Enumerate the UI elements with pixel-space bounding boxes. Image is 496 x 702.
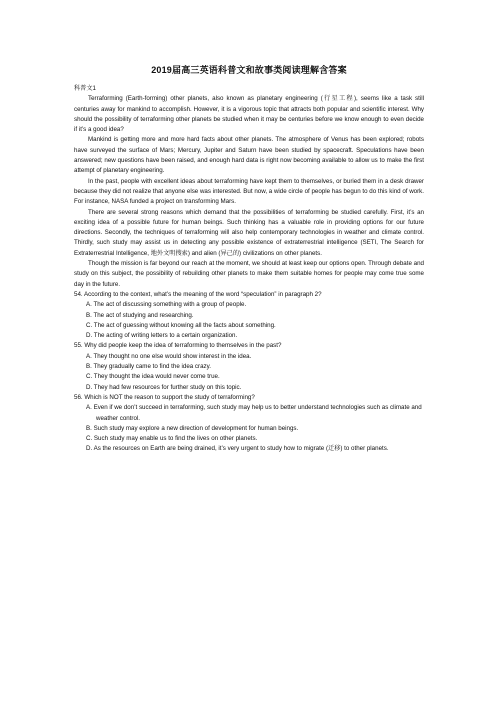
question-56 [74, 393, 424, 455]
question-55 [74, 341, 424, 392]
paragraph-3: In the past, people with excellent ideas about terraforming have kept them to themselves, or buried them in a desk drawer because they did not realize that anyone else was interested. But now, a wide circle of people has begun to do this kind of work. For instance, NASA funded a project on transforming Mars. [74, 177, 424, 206]
question-option: C. Such study may enable us to find the lives on other planets. [86, 435, 258, 443]
question-option: A. Even if we don’t succeed in terraforming, such study may help us to better understand technologies such as climate and weather control. [86, 404, 422, 422]
paragraph-4: There are several strong reasons which demand that the possibilities of terraforming be studied carefully. First, it’s an exciting idea of a possible future for human beings. Such thinking has a valuable role in providing options for our future directions. Secondly, the techniques of terraforming will also help contemporary technologies in weather and climate control. Thirdly, such study may assist us in detecting any possible existence of extraterrestrial intelligence (SETI, The Search for Extraterrestrial Intelligence, 地外文明搜索) and alien (异己的) civilizations on other planets. [74, 208, 424, 257]
question-option: B. The act of studying and researching. [86, 311, 194, 319]
question-54 [74, 290, 424, 341]
question-option: B. Such study may explore a new direction of development for human beings. [86, 424, 299, 432]
question-option: D. They had few resources for further study on this topic. [86, 383, 242, 391]
section-label: 科普文1 [74, 85, 97, 92]
document-title: 2019届高三英语科普文和故事类阅读理解含答案 [151, 65, 347, 75]
question-option: D. As the resources on Earth are being drained, it’s very urgent to study how to migrate (迁移) to other planets. [86, 445, 389, 453]
question-option: C. The act of guessing without knowing all the facts about something. [86, 321, 276, 329]
document-page [74, 64, 424, 455]
paragraph-2: Mankind is getting more and more hard facts about other planets. The atmosphere of Venus has been explored; robots have surveyed the surface of Mars; Mercury, Jupiter and Saturn have been studied by spacecraft. Speculations have been answered; new questions have been raised, and enough hard data is right now becoming available to allow us to make the first attempt of planetary engineering. [74, 136, 424, 175]
question-stem: 54. According to the context, what’s the meaning of the word “speculation” in paragraph 2? [74, 290, 322, 298]
paragraph-5: Though the mission is far beyond our reach at the moment, we should at least keep our options open. Through debate and study on this subject, the possibility of rebuilding other planets to make them suitable homes for people may come true some day in the future. [74, 260, 424, 288]
question-option: A. The act of discussing something with a group of people. [86, 301, 247, 309]
question-option: A. They thought no one else would show interest in the idea. [86, 352, 252, 360]
paragraph-1: Terraforming (Earth-forming) other planets, also known as planetary engineering (行星工程), seems like a task still centuries away for mankind to accomplish. However, it is a vigorous topic that attracts both popular and scientific interest. Why should the possibility of terraforming other planets be studied when it may be centuries before we know enough to even decide if it’s a good idea? [74, 95, 424, 134]
question-option: D. The acting of writing letters to a certain organization. [86, 332, 238, 340]
question-option: B. They gradually came to find the idea crazy. [86, 363, 211, 371]
question-stem: 55. Why did people keep the idea of terraforming to themselves in the past? [74, 342, 282, 350]
question-option: C. They thought the idea would never come true. [86, 373, 220, 381]
question-stem: 56. Which is NOT the reason to support the study of terraforming? [74, 393, 255, 401]
